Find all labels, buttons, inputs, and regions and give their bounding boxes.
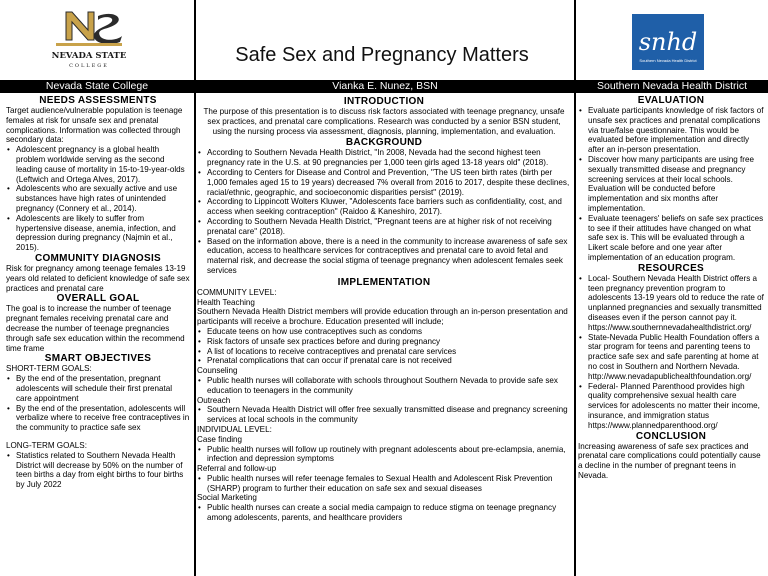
- list-item: • Public health nurses can create a social media campaign to reduce stigma on teenage pregnancy among adolescents, parents, and healthcare providers: [197, 503, 571, 523]
- bar-center: Vianka E. Nunez, BSN: [332, 80, 438, 92]
- list-item: • By the end of the presentation, pregnant adolescents will schedule their first prenatal care appointment: [6, 374, 190, 403]
- case-finding-list: [197, 445, 571, 465]
- subheading: Case finding: [197, 434, 242, 444]
- outreach-list: [197, 405, 571, 425]
- subheading: Health Teaching: [197, 297, 255, 307]
- goal-text: The goal is to increase the number of teenage pregnant females receiving prenatal care and decrease the number of teenage pregnancies through safe sex education within the recommend time frame: [6, 304, 185, 353]
- list-item: • According to Southern Nevada Health District, "Pregnant teens are at higher risk of not receiving prenatal care" (2018).: [197, 217, 571, 237]
- list-item: • According to Lippincott Wolters Kluwer, "Adolescents face barriers such as confidentiality, cost, and access when seeking contraception" (Raidoo & Kaneshiro, 2017).: [197, 197, 571, 217]
- needs-list: [6, 145, 190, 253]
- bar-right: Southern Nevada Health District: [597, 80, 747, 92]
- list-item: • By the end of the presentation, adolescents will verbalize where to receive free contraceptives in the community to practice safe sex: [6, 404, 190, 433]
- background-list: [197, 148, 571, 275]
- section-title: CONCLUSION: [635, 430, 707, 442]
- list-item: • According to Southern Nevada Health District, "In 2008, Nevada had the second highest teen pregnancy rate in the U.S. at 90 pregnancies per 1,000 teen girls aged 13-18 years old" (2018).: [197, 148, 571, 168]
- list-item: • Public health nurses will collaborate with schools throughout Southern Nevada to provide safe sex education to teenagers in the community: [197, 376, 571, 396]
- long-term-list: [6, 451, 190, 490]
- list-item: • A list of locations to receive contraceptives and prenatal care services: [197, 347, 571, 357]
- list-item: • Federal- Planned Parenthood provides high quality comprehensive sexual health care services for adolescents no matter their income, insurance, and immigration status https://www.plannedparenthood.org/: [578, 382, 764, 431]
- info-bar: [0, 80, 768, 93]
- list-item: • Adolescent pregnancy is a global health problem worldwide serving as the second leading cause of mortality in 15-to-19-year-olds (Leftwich and Ortega Alves, 2017).: [6, 145, 190, 184]
- snhd-wordmark: snhd: [638, 28, 698, 56]
- list-item: • State-Nevada Public Health Foundation offers a star program for teens and parenting teens to practice safe sex and safe parenting at home at no cost in Southern and Northern Nevada. http://www.nevadapublichealthfoundation.org/: [578, 333, 764, 382]
- poster-header: [0, 0, 768, 80]
- list-item: • Southern Nevada Health District will offer free sexually transmitted disease and pregnancy screening services at local schools in the community: [197, 405, 571, 425]
- logo-wordmark: NEVADA STATE: [51, 51, 127, 61]
- social-marketing-list: [197, 503, 571, 523]
- section-title: NEEDS ASSESSMENTS: [39, 95, 157, 106]
- referral-list: [197, 474, 571, 494]
- list-item: • Adolescents who are sexually active and use substances have high rates of unintended pregnancy (Connery et al., 2014).: [6, 184, 190, 213]
- poster-title: Safe Sex and Pregnancy Matters: [235, 44, 529, 66]
- list-item: • Evaluate participants knowledge of risk factors of unsafe sex practices and prenatal complications via true/false questionnaire. This would be evaluated before implementation and directly after an in-person presentation.: [578, 106, 764, 155]
- list-item: • Public health nurses will follow up routinely with pregnant adolescents about pre-eclampsia, anemia, infection and depression symptoms: [197, 445, 571, 465]
- nevada-state-college-logo: [44, 6, 134, 74]
- list-item: • Statistics related to Southern Nevada Health District will decrease by 50% on the number of teen births a day from eight births to four births by July 2022: [6, 451, 190, 490]
- health-teaching-text: Southern Nevada Health District members will provide education through an in-person presentation and participants will receive a brochure. Education presented will include;: [197, 307, 568, 327]
- subheading: Social Marketing: [197, 493, 257, 503]
- section-title: COMMUNITY DIAGNOSIS: [34, 252, 162, 264]
- list-item: • Evaluate teenagers' beliefs on safe sex practices to see if their attitudes have changed on what safe sex is. This will be evaluated through a Likert scale before and one year after implementation of an education program.: [578, 214, 764, 263]
- conclusion-text: Increasing awareness of safe sex practices and prenatal care complications could potentially cause a decline in the number of pregnant teens in Nevada.: [578, 441, 761, 480]
- logo-subtext: COLLEGE: [69, 63, 109, 69]
- list-item: • Prenatal complications that can occur if prenatal care is not received: [197, 356, 571, 366]
- bar-left: Nevada State College: [45, 80, 149, 92]
- long-term-label: LONG-TERM GOALS:: [6, 440, 87, 450]
- left-column: [6, 95, 190, 576]
- short-term-label: SHORT-TERM GOALS:: [6, 364, 92, 374]
- section-title: IMPLEMENTATION: [337, 276, 431, 288]
- subheading: Counseling: [197, 366, 238, 376]
- list-item: • Local- Southern Nevada Health District offers a teen pregnancy prevention program to adolescents 13-19 years old to reduce the rate of unplanned pregnancies and sexually transmitted diseases even if the person cannot pay it. https://www.southernnevadahealthdistrict.org/: [578, 274, 764, 333]
- needs-intro: Target audience/vulnerable population is teenage females at risk for unsafe sex and prenatal complications. Information was collected through secondary data:: [6, 106, 183, 145]
- center-column: [197, 95, 571, 576]
- list-item: • Adolescents are likely to suffer from hypertensive disease, anemia, infection, and depression during pregnancy (Najmin et al., 2015).: [6, 214, 190, 253]
- intro-text: The purpose of this presentation is to discuss risk factors associated with teenage pregnancy, unsafe sex practices, and prenatal care complications. Research was conducted by a senior BSN student, using the nursing process via assessment, diagnosis, planning, implementation, and evaluation.: [203, 107, 565, 136]
- list-item: • Risk factors of unsafe sex practices before and during pregnancy: [197, 337, 571, 347]
- list-item: • Discover how many participants are using free sexually transmitted disease and pregnancy screening services at their local schools. Evaluation will be conducted before implementation and six months after implementation.: [578, 155, 764, 214]
- short-term-list: [6, 374, 190, 433]
- counseling-list: [197, 376, 571, 396]
- diagnosis-text: Risk for pregnancy among teenage females 13-19 years old related to deficient knowledge of safe sex practices and prenatal care: [6, 263, 190, 293]
- list-item: • Based on the information above, there is a need in the community to increase awareness of safe sex education, access to healthcare services for contraceptives and prenatal care to avoid fetal and maternal risk, and decrease the social stigma of teenage pregnancy when adolescent females seek services: [197, 237, 571, 276]
- section-title: OVERALL GOAL: [56, 293, 140, 305]
- column-divider: [574, 0, 576, 576]
- subheading: Referral and follow-up: [197, 464, 277, 474]
- section-title: RESOURCES: [637, 262, 705, 274]
- right-column: [578, 95, 764, 576]
- list-item: • Public health nurses will refer teenage females to Sexual Health and Adolescent Risk Prevention (SHARP) program to further their education on safe sex and sexual diseases: [197, 474, 571, 494]
- resources-list: [578, 274, 764, 431]
- evaluation-list: [578, 106, 764, 263]
- section-title: INTRODUCTION: [343, 96, 425, 107]
- section-title: EVALUATION: [637, 95, 705, 106]
- list-item: • Educate teens on how use contraceptives such as condoms: [197, 327, 571, 337]
- snhd-subtext: Southern Nevada Health District: [639, 58, 697, 63]
- section-title: BACKGROUND: [345, 137, 423, 149]
- snhd-logo: [632, 14, 704, 70]
- subheading: Outreach: [197, 395, 231, 405]
- section-title: SMART OBJECTIVES: [44, 353, 152, 365]
- list-item: • According to Centers for Disease and Control and Prevention, "The US teen birth rates (birth per 1,000 females aged 15 to 19 years) decreased 7% overall from 2016 to 2017, despite these declines, racial/ethnic, geographic, and socioeconomic disparities persist" (2019).: [197, 168, 571, 197]
- subheading: COMMUNITY LEVEL:: [197, 287, 277, 297]
- health-teaching-list: [197, 327, 571, 366]
- subheading: INDIVIDUAL LEVEL:: [197, 424, 272, 434]
- column-divider: [194, 0, 196, 576]
